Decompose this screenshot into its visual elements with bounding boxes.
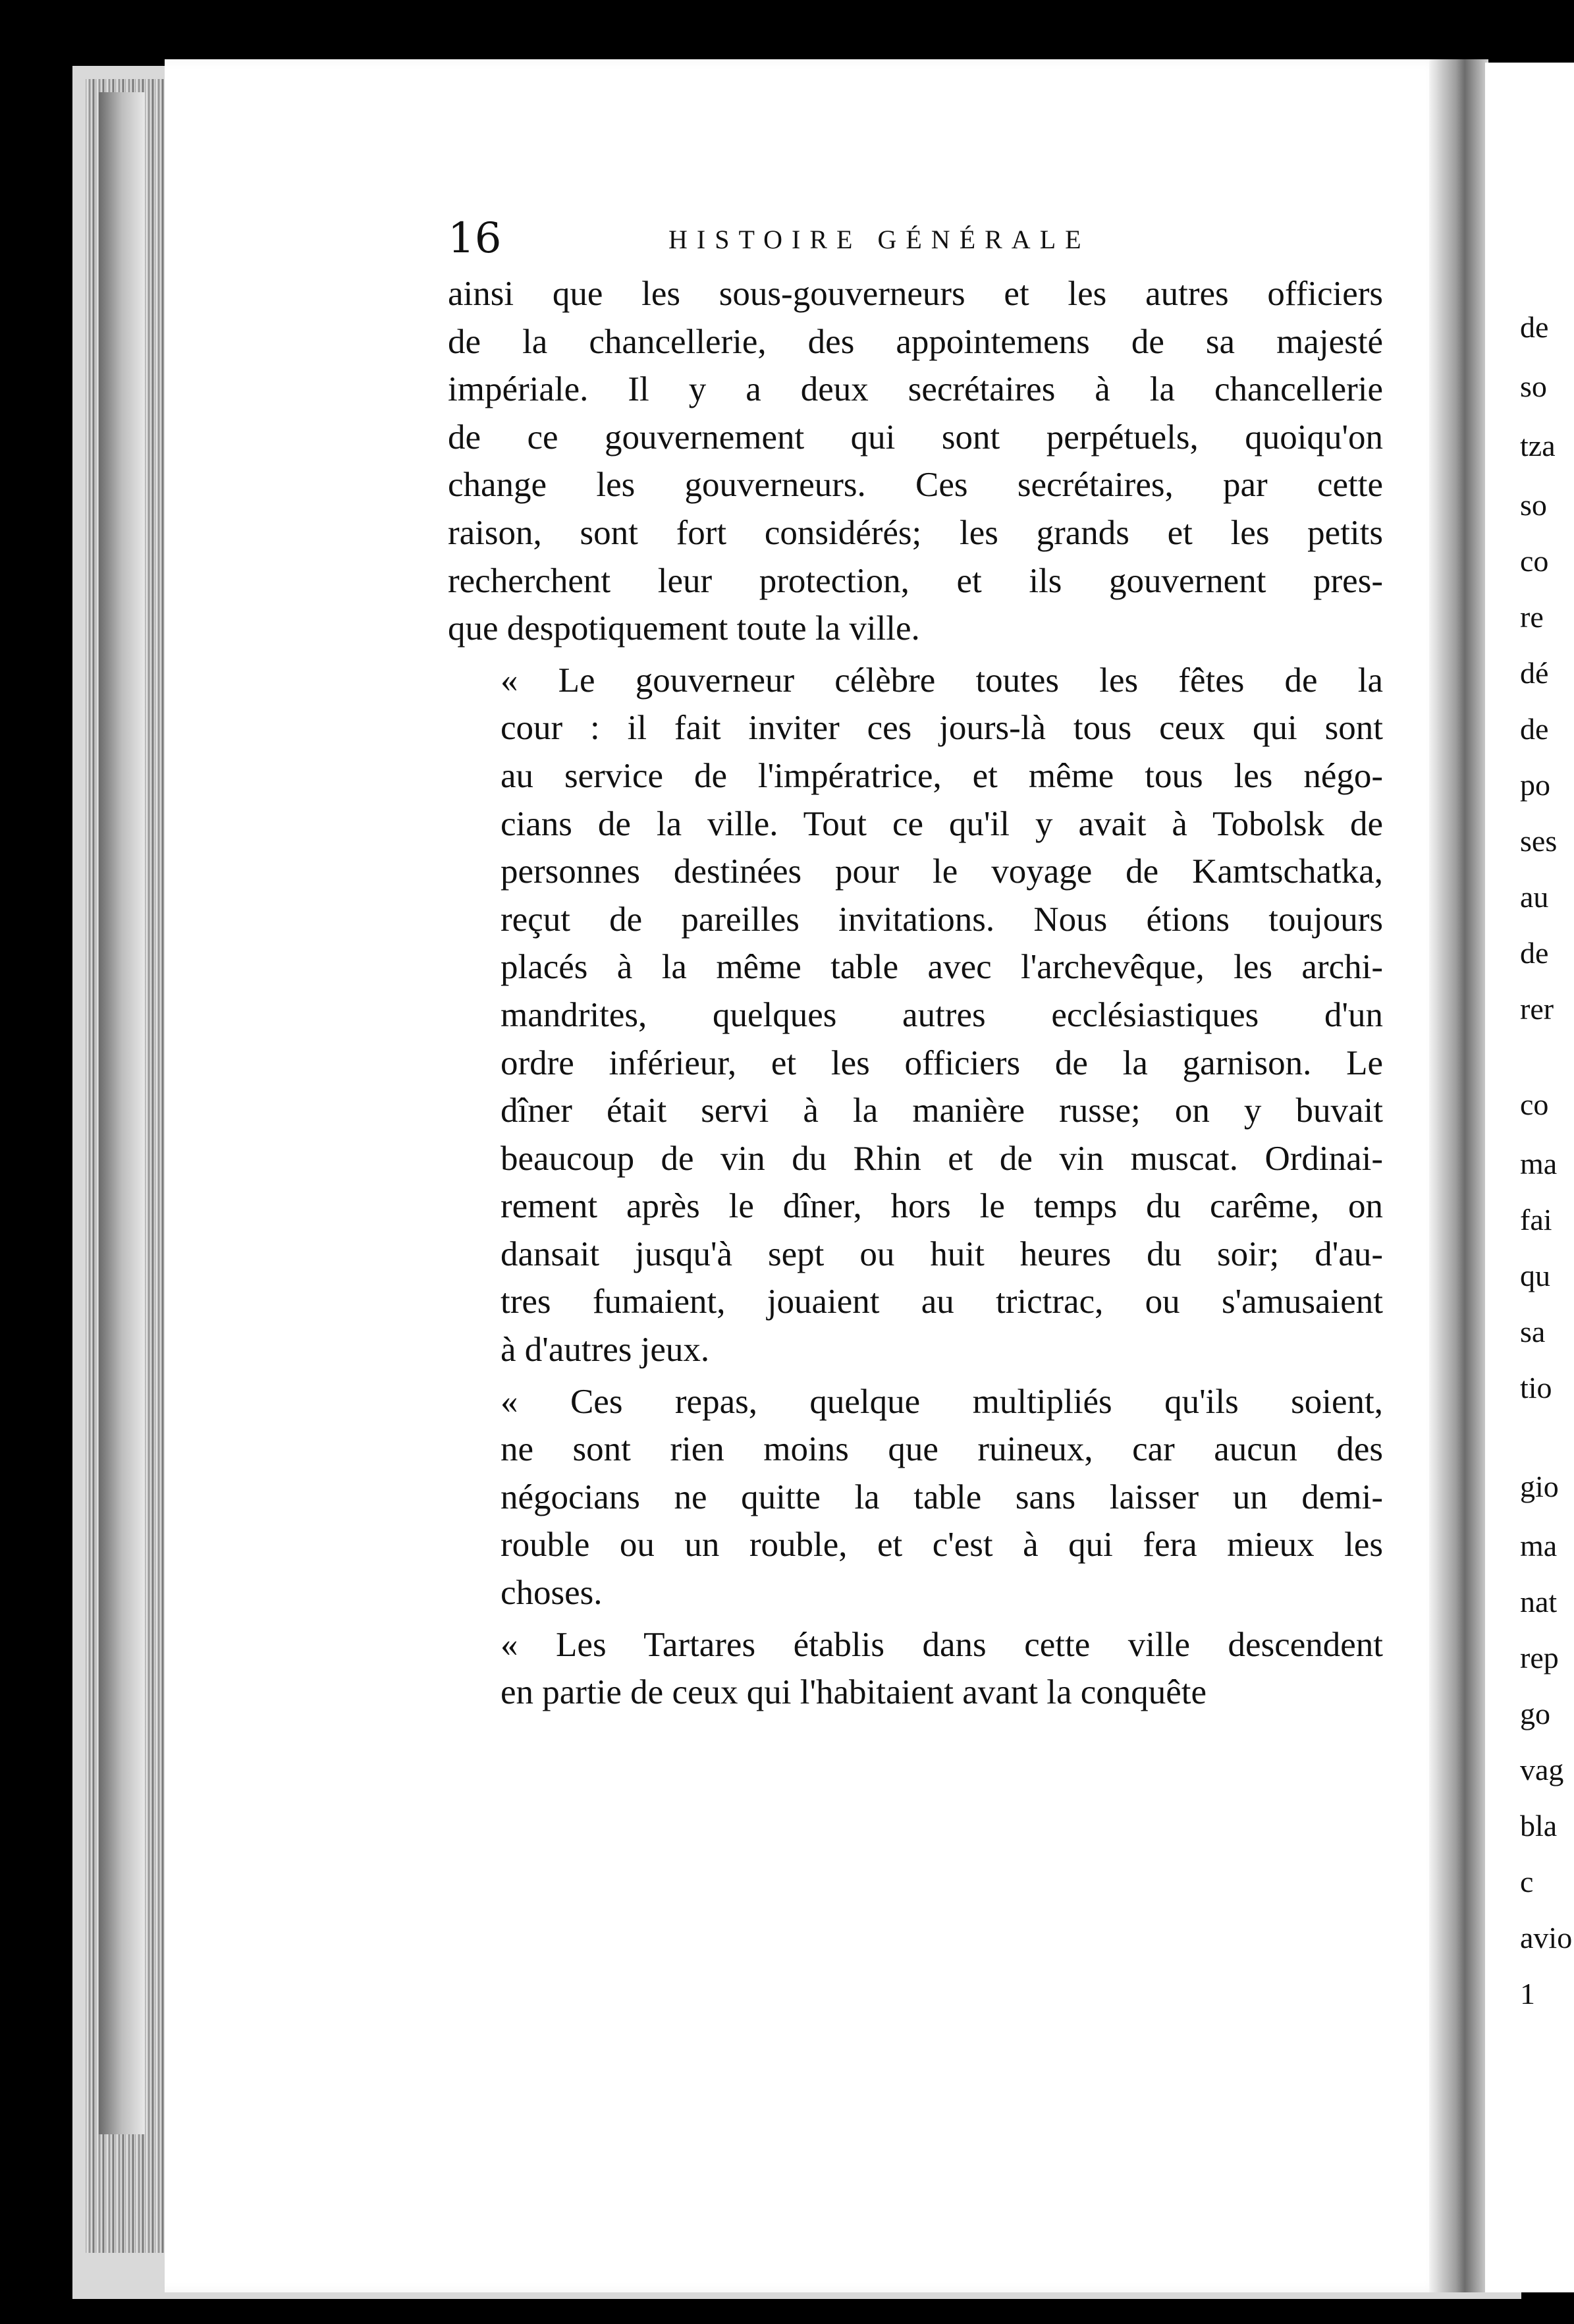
right-page-fragment: vag bbox=[1520, 1753, 1564, 1786]
paragraph bbox=[448, 657, 1383, 1374]
text-line: rement après le dîner, hors le temps du carême, on bbox=[501, 1187, 1383, 1226]
text-line: dansait jusqu'à sept ou huit heures du soir; d'au- bbox=[501, 1234, 1383, 1273]
right-page-fragment: bla bbox=[1520, 1809, 1558, 1842]
right-page-fragment: rep bbox=[1520, 1641, 1559, 1674]
text-line: ne sont rien moins que ruineux, car aucun des bbox=[501, 1430, 1383, 1469]
page-number: 16 bbox=[448, 214, 502, 263]
text-line: cour : il fait inviter ces jours-là tous ceux qui sont bbox=[501, 709, 1383, 748]
text-line: reçut de pareilles invitations. Nous étions toujours bbox=[501, 900, 1383, 939]
text-line: « Les Tartares établis dans cette ville descendent bbox=[501, 1625, 1383, 1664]
text-line: recherchent leur protection, et ils gouvernent pres- bbox=[448, 561, 1383, 600]
text-line: tres fumaient, jouaient au trictrac, ou s'amusaient bbox=[501, 1283, 1383, 1321]
text-line: négocians ne quitte la table sans laisser un demi- bbox=[501, 1478, 1383, 1516]
text-line: placés à la même table avec l'archevêque, les archi- bbox=[501, 948, 1383, 987]
right-page-fragment: so bbox=[1520, 488, 1547, 522]
right-page-fragment: de bbox=[1520, 310, 1549, 344]
text-line: de la chancellerie, des appointemens de sa majesté bbox=[448, 322, 1383, 361]
text-line: que despotiquement toute la ville. bbox=[448, 609, 920, 648]
right-page-fragment: au bbox=[1520, 880, 1549, 914]
paragraph bbox=[448, 270, 1383, 653]
right-page-fragment: go bbox=[1520, 1697, 1550, 1730]
text-line: de ce gouvernement qui sont perpétuels, quoiqu'on bbox=[448, 418, 1383, 456]
right-page-fragment: c bbox=[1520, 1865, 1534, 1898]
paragraph bbox=[448, 1621, 1383, 1717]
right-page-fragment: 1 bbox=[1520, 1977, 1535, 2010]
right-page-fragment: ses bbox=[1520, 824, 1558, 858]
text-line: cians de la ville. Tout ce qu'il y avait à Tobolsk de bbox=[501, 804, 1383, 843]
text-line: choses. bbox=[501, 1574, 603, 1613]
right-page-fragment: co bbox=[1520, 1088, 1549, 1121]
right-page-fragment: dé bbox=[1520, 656, 1549, 690]
right-page-fragment: avio bbox=[1520, 1921, 1573, 1954]
right-page-fragment: de bbox=[1520, 936, 1549, 970]
page-header bbox=[448, 212, 1172, 265]
page-edge-shadow bbox=[99, 92, 145, 2134]
right-page-fragment: de bbox=[1520, 712, 1549, 746]
text-line: raison, sont fort considérés; les grands et les petits bbox=[448, 513, 1383, 552]
text-line: au service de l'impératrice, et même tous les négo- bbox=[501, 756, 1383, 795]
right-page-fragment: tza bbox=[1520, 429, 1556, 462]
body-text bbox=[448, 270, 1383, 1717]
right-page-fragment: re bbox=[1520, 600, 1544, 634]
right-page-fragment: ma bbox=[1520, 1529, 1558, 1563]
text-line: « Le gouverneur célèbre toutes les fêtes de la bbox=[501, 661, 1383, 700]
text-line: en partie de ceux qui l'habitaient avant la conquête bbox=[501, 1673, 1207, 1712]
text-line: rouble ou un rouble, et c'est à qui fera mieux les bbox=[501, 1526, 1383, 1564]
text-line: ordre inférieur, et les officiers de la garnison. Le bbox=[501, 1043, 1383, 1082]
running-title: HISTOIRE GÉNÉRALE bbox=[668, 225, 1091, 254]
right-page-fragment: so bbox=[1520, 370, 1547, 403]
text-line: beaucoup de vin du Rhin et de vin muscat. Ordinai- bbox=[501, 1139, 1383, 1178]
right-page-fragment: qu bbox=[1520, 1259, 1550, 1292]
text-line: dîner était servi à la manière russe; on y buvait bbox=[501, 1092, 1383, 1130]
right-page-fragment: gio bbox=[1520, 1470, 1559, 1503]
text-line: ainsi que les sous-gouverneurs et les autres officiers bbox=[448, 275, 1383, 313]
right-page-fragment: po bbox=[1520, 768, 1550, 802]
text-line: mandrites, quelques autres ecclésiastiques d'un bbox=[501, 995, 1383, 1034]
right-page-fragment: sa bbox=[1520, 1315, 1546, 1348]
right-page-fragment: co bbox=[1520, 544, 1549, 578]
right-page-fragment: fai bbox=[1520, 1203, 1552, 1236]
text-line: personnes destinées pour le voyage de Kamtschatka, bbox=[501, 852, 1383, 891]
text-line: change les gouverneurs. Ces secrétaires, par cette bbox=[448, 466, 1383, 505]
right-page-fragment: tio bbox=[1520, 1371, 1552, 1404]
paragraph bbox=[448, 1378, 1383, 1617]
right-page-fragment: rer bbox=[1520, 992, 1554, 1026]
text-line: « Ces repas, quelque multipliés qu'ils soient, bbox=[501, 1382, 1383, 1421]
book-gutter bbox=[1429, 59, 1488, 2292]
text-line: impériale. Il y a deux secrétaires à la chancellerie bbox=[448, 370, 1383, 409]
text-line: à d'autres jeux. bbox=[501, 1331, 710, 1370]
right-page-fragment: ma bbox=[1520, 1147, 1558, 1180]
right-page-fragment: nat bbox=[1520, 1585, 1558, 1618]
